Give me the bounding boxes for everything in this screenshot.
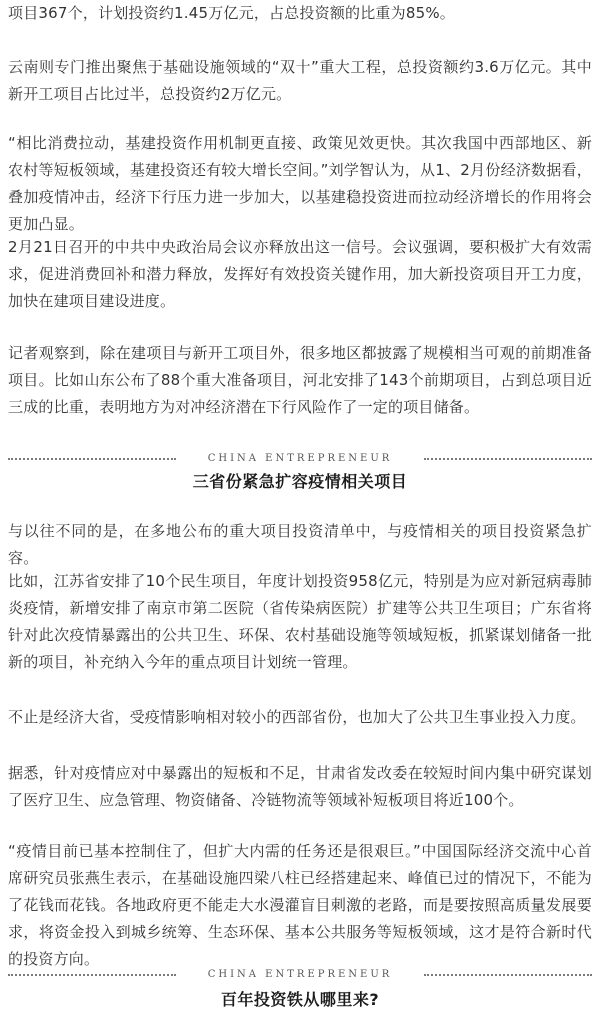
paragraph: “疫情目前已基本控制住了，但扩大内需的任务还是很艰巨。”中国国际经济交流中心首席研究员张燕生表示，在基础设施四梁八柱已经搭建起来、峰值已过的情况下，不能为了花钱而花钱。各地政府更不能走大水漫灌盲目刺激的老路，而是要按照高质量发展要求，将资金投入到城乡统筹、生态环保、基本公共服务等短板领域，这才是符合新时代的投资方向。 bbox=[8, 842, 592, 968]
divider-label: CHINA ENTREPRENEUR bbox=[207, 969, 393, 980]
section-divider bbox=[8, 452, 592, 466]
section-title: 百年投资铁从哪里来? bbox=[220, 990, 380, 1009]
paragraph: 项目367个，计划投资约1.45万亿元，占总投资额的比重为85%。 bbox=[8, 4, 455, 22]
paragraph: 云南则专门推出聚焦于基础设施领域的“双十”重大工程，总投资额约3.6万亿元。其中新开工项目占比过半，总投资约2万亿元。 bbox=[8, 58, 592, 103]
paragraph: 2月21日召开的中共中央政治局会议亦释放出这一信号。会议强调，要积极扩大有效需求，促进消费回补和潜力释放，发挥好有效投资关键作用，加大新投资项目开工力度，加快在建项目建设进度。 bbox=[8, 238, 592, 310]
section-divider bbox=[8, 968, 592, 982]
paragraph: 据悉，针对疫情应对中暴露出的短板和不足，甘肃省发改委在较短时间内集中研究谋划了医疗卫生、应急管理、物资储备、冷链物流等领域补短板项目将近100个。 bbox=[8, 764, 592, 809]
dotted-rule-right bbox=[424, 974, 592, 976]
paragraph: 不止是经济大省，受疫情影响相对较小的西部省份，也加大了公共卫生事业投入力度。 bbox=[8, 708, 586, 726]
dotted-rule-right bbox=[424, 458, 592, 460]
dotted-rule-left bbox=[8, 974, 176, 976]
divider-label: CHINA ENTREPRENEUR bbox=[207, 453, 393, 464]
dotted-rule-left bbox=[8, 458, 176, 460]
paragraph: 与以往不同的是，在多地公布的重大项目投资清单中，与疫情相关的项目投资紧急扩容。 bbox=[8, 522, 592, 567]
paragraph: “相比消费拉动，基建投资作用机制更直接、政策见效更快。其次我国中西部地区、新农村等短板领域，基建投资还有较大增长空间。”刘学智认为，从1、2月份经济数据看，叠加疫情冲击，经济下行压力进一步加大，以基建稳投资进而拉动经济增长的作用将会更加凸显。 bbox=[8, 134, 592, 233]
paragraph: 比如，江苏省安排了10个民生项目，年度计划投资958亿元，特别是为应对新冠病毒肺炎疫情，新增安排了南京市第二医院（省传染病医院）扩建等公共卫生项目；广东省将针对此次疫情暴露出的公共卫生、环保、农村基础设施等领域短板，抓紧谋划储备一批新的项目，补充纳入今年的重点项目计划统一管理。 bbox=[8, 572, 592, 671]
section-title: 三省份紧急扩容疫情相关项目 bbox=[192, 472, 408, 491]
paragraph: 记者观察到，除在建项目与新开工项目外，很多地区都披露了规模相当可观的前期准备项目。比如山东公布了88个重大准备项目，河北安排了143个前期项目，占到总项目近三成的比重，表明地方为对冲经济潜在下行风险作了一定的项目储备。 bbox=[8, 344, 592, 416]
